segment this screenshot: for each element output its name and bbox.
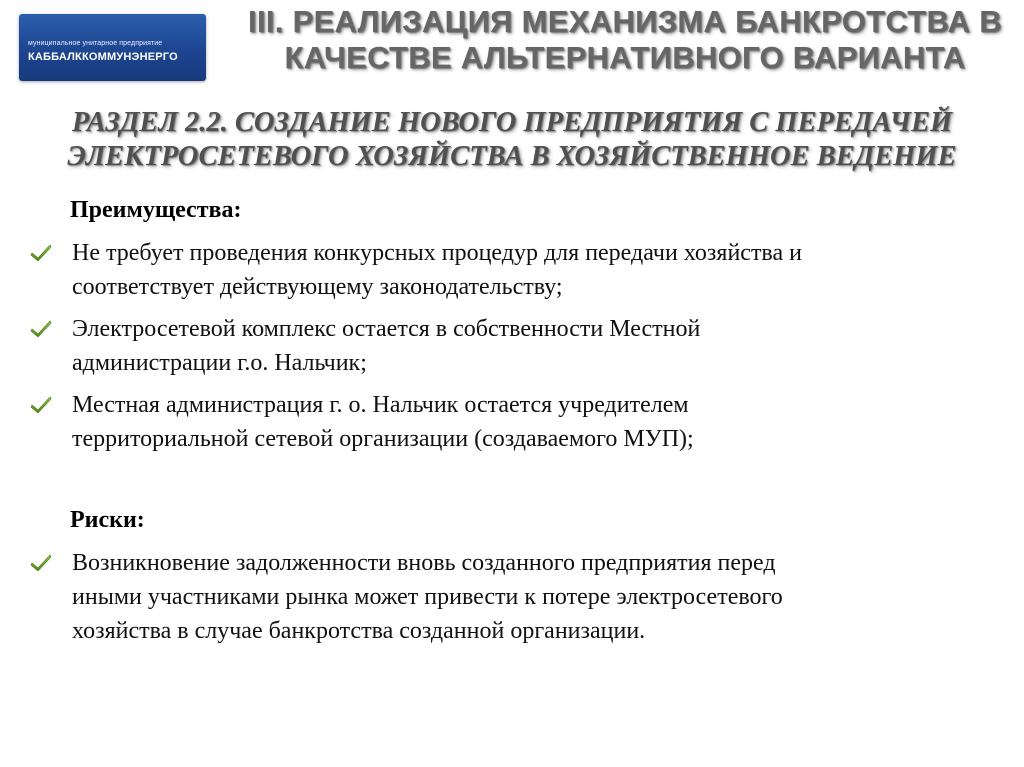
advantages-list: [30, 236, 990, 464]
check-icon: [30, 318, 52, 338]
section-subtitle-line-1: РАЗДЕЛ 2.2. СОЗДАНИЕ НОВОГО ПРЕДПРИЯТИЯ С ПЕРЕДАЧЕЙ: [71, 107, 953, 138]
list-item-line: соответствует действующему законодательству;: [72, 274, 563, 300]
list-item: [30, 236, 990, 304]
check-icon: [30, 394, 52, 414]
list-item-line: Местная администрация г. о. Нальчик остается учредителем: [72, 392, 689, 418]
list-item-line: Электросетевой комплекс остается в собственности Местной: [72, 316, 701, 342]
list-item: [30, 546, 990, 648]
list-item: [30, 312, 990, 380]
logo-name: КАББАЛККОММУНЭНЕРГО: [28, 51, 178, 63]
check-icon: [30, 552, 52, 572]
list-item-line: Возникновение задолженности вновь созданного предприятия перед: [72, 550, 776, 576]
logo-subtitle: муниципальное унитарное предприятие: [28, 40, 163, 47]
section-subtitle-line-2: ЭЛЕКТРОСЕТЕВОГО ХОЗЯЙСТВА В ХОЗЯЙСТВЕННОЕ ВЕДЕНИЕ: [67, 141, 957, 172]
list-item-line: иными участниками рынка может привести к потере электросетевого: [72, 584, 783, 610]
risks-list: [30, 546, 990, 656]
section-subtitle: [20, 106, 1004, 174]
advantages-heading: Преимущества:: [70, 197, 242, 223]
list-item-line: администрации г.о. Нальчик;: [72, 350, 367, 376]
company-logo: [19, 14, 206, 81]
list-item-line: хозяйства в случае банкротства созданной организации.: [72, 618, 646, 644]
check-icon: [30, 242, 52, 262]
risks-heading: Риски:: [70, 507, 145, 533]
list-item: [30, 388, 990, 456]
list-item-line: территориальной сетевой организации (создаваемого МУП);: [72, 426, 694, 452]
list-item-line: Не требует проведения конкурсных процедур для передачи хозяйства и: [72, 240, 802, 266]
slide-title: [240, 4, 1010, 76]
slide-title-line-2: КАЧЕСТВЕ АЛЬТЕРНАТИВНОГО ВАРИАНТА: [284, 40, 966, 75]
slide-title-line-1: III. РЕАЛИЗАЦИЯ МЕХАНИЗМА БАНКРОТСТВА В: [248, 4, 1002, 39]
